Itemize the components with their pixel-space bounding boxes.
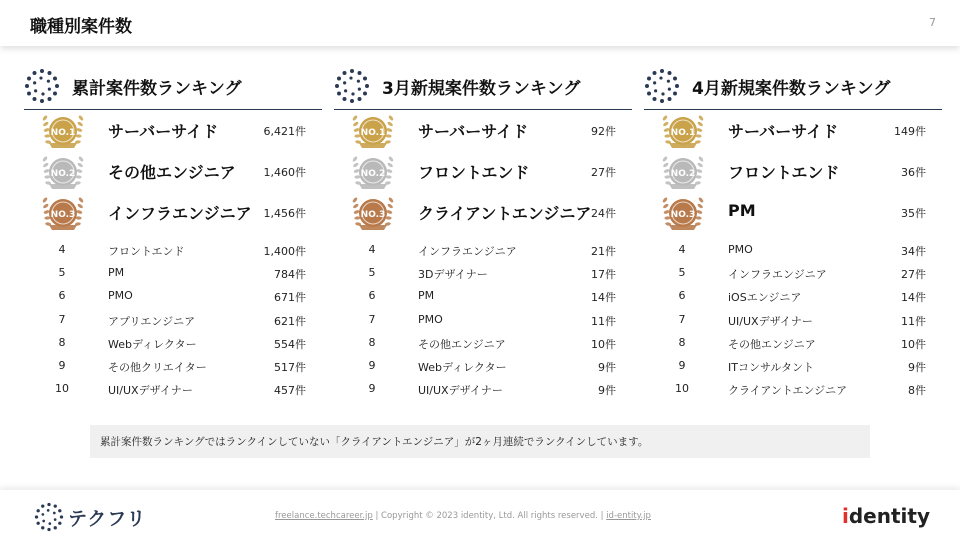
laurel-leaf [697,162,704,168]
rank-name: その他クリエイター [108,360,207,374]
laurel-leaf [78,115,84,122]
ring-dot [53,77,57,81]
ring-dot [357,80,360,83]
ring-dot [54,505,57,508]
laurel-leaf [388,197,394,204]
laurel-leaf [353,127,360,132]
laurel-leaf [386,127,393,132]
laurel-leaf [43,209,50,214]
rank-count: 8件 [908,384,926,398]
rank-number: 9 [678,358,686,372]
rank-number: 9 [58,358,66,372]
silver-medal-icon [658,153,708,193]
ring-dot [660,69,664,73]
rank-name: フロントエンド [418,163,530,182]
laurel-leaf [388,115,394,122]
rank-name: PM [728,201,756,220]
ring-dot [42,520,45,523]
rank-row [334,309,632,332]
rank-number: 10 [675,382,689,396]
ring-dot [351,92,354,95]
rank-count: 36件 [901,166,926,179]
ring-dot [350,99,354,103]
ranking-column-march [334,66,632,401]
ring-dot [660,99,664,103]
rank-count: 27件 [591,166,616,179]
ring-dot [35,515,38,518]
medal-badge-label: NO.1 [360,128,386,138]
ring-dot [337,77,341,81]
ring-dot [27,92,31,96]
ring-dot [343,81,346,84]
ring-dot [365,84,369,88]
rank-count: 14件 [901,291,926,305]
rank-name: インフラエンジニア [418,245,517,258]
rank-name: UI/UXデザイナー [108,384,193,398]
ring-dot [363,77,367,81]
column-title: 累計案件数ランキング [72,79,242,99]
rank-name: PMO [728,243,753,256]
medal-badge-label: NO.2 [670,169,696,179]
rank-row [24,239,322,262]
ring-dot [33,97,37,101]
ring-dot [363,92,367,96]
rank-number: 8 [58,335,66,349]
medal-ribbon [359,184,387,189]
rank-name: PMO [418,312,443,326]
rank-count: 6,421件 [263,125,306,138]
rank-count: 92件 [591,125,616,138]
ring-dot [350,69,354,73]
laurel-leaf [42,156,48,163]
laurel-leaf [77,162,84,168]
top-rank-row [24,151,322,192]
laurel-leaf [387,203,394,209]
ring-dot [60,515,63,518]
ring-dot [54,526,57,529]
rank-row [644,378,942,401]
laurel-leaf [662,115,668,122]
rank-row [644,239,942,262]
rank-name: サーバーサイド [418,122,529,141]
ring-dot [358,97,362,101]
laurel-leaf [352,162,359,168]
laurel-leaf [76,209,83,214]
rank-count: 24件 [591,207,616,220]
rank-count: 457件 [274,384,306,398]
copyright-text [275,511,651,521]
rank-name: Webディレクター [108,337,197,351]
medal-ribbon [49,143,77,148]
ring-dot [55,84,59,88]
rank-name: インフラエンジニア [728,268,827,282]
ring-dot [33,71,37,75]
rank-count: 14件 [591,291,616,305]
laurel-leaf [662,121,669,127]
column-header [644,66,942,110]
laurel-leaf [42,121,49,127]
medal-ribbon [49,184,77,189]
ring-dot [653,81,656,84]
medal-badge-label: NO.2 [50,169,76,179]
ring-dot [668,71,672,75]
top-rank-row [334,110,632,151]
ring-dot [37,522,40,525]
laurel-leaf [76,127,83,132]
laurel-leaf [662,203,669,209]
rank-name: サーバーサイド [728,122,839,141]
ring-dot [58,509,61,512]
laurel-leaf [352,115,358,122]
rank-number: 9 [368,358,376,372]
ring-dot [47,503,50,506]
laurel-leaf [663,127,670,132]
rank-list [24,239,322,401]
rank-row [334,378,632,401]
top-rank-row [334,151,632,192]
rank-row [334,355,632,378]
rank-number: 5 [368,266,376,280]
ring-dot [668,97,672,101]
ring-dot [41,526,44,529]
dots-circle-icon [24,68,60,104]
laurel-leaf [662,197,668,204]
ring-dot [659,76,662,79]
ring-dot [53,512,56,515]
rank-number: 8 [678,335,686,349]
rank-row [24,378,322,401]
top-rank-row [644,192,942,233]
laurel-leaf [388,156,394,163]
rank-row [644,332,942,355]
laurel-leaf [42,203,49,209]
top-rank-row [24,110,322,151]
rank-number: 4 [58,243,66,256]
ring-dot [343,71,347,75]
ring-dot [47,509,50,512]
laurel-leaf [43,127,50,132]
top-rank-row [644,110,942,151]
ring-dot [27,77,31,81]
laurel-leaf [42,162,49,168]
ring-dot [48,88,51,91]
column-title: 4月新規案件数ランキング [692,79,891,99]
rank-number: 6 [368,289,376,303]
laurel-leaf [663,168,670,173]
rank-name: クライアントエンジニア [728,384,848,398]
ring-dot [349,76,352,79]
ring-dot [42,513,45,516]
laurel-leaf [386,209,393,214]
rank-count: 517件 [274,360,306,374]
ring-dot [41,92,44,95]
laurel-leaf [696,127,703,132]
rank-name: 3Dデザイナー [418,268,488,282]
rank-row [334,332,632,355]
rank-number: 4 [368,243,376,256]
logo-rest: dentity [848,504,930,528]
laurel-leaf [42,197,48,204]
rank-row [644,355,942,378]
laurel-leaf [352,156,358,163]
rank-count: 11件 [901,314,926,328]
rank-row [644,262,942,285]
medal-ribbon [669,184,697,189]
ring-dot [668,88,671,91]
copyright-label: | Copyright © 2023 identity, Ltd. All rights reserved. | [372,511,607,521]
rank-count: 1,456件 [263,207,306,220]
medal-ribbon [669,225,697,230]
ring-dot [33,81,36,84]
bronze-medal-icon [348,194,398,234]
ring-dot [48,71,52,75]
dots-circle-icon [644,68,680,104]
summary-note: 累計案件数ランキングではランクインしていない「クライアントエンジニア」が2ヶ月連続でランクインしています。 [90,425,870,458]
ring-dot [40,69,44,73]
rank-number: 10 [55,382,69,396]
silver-medal-icon [38,153,88,193]
ring-dot [645,84,649,88]
rank-row [24,262,322,285]
ring-dot [653,97,657,101]
medal-ribbon [359,143,387,148]
ring-dot [667,80,670,83]
laurel-leaf [42,115,48,122]
gold-medal-icon [658,112,708,152]
ring-dot [647,77,651,81]
rank-count: 621件 [274,314,306,328]
ring-dot [661,92,664,95]
rank-number: 6 [678,289,686,303]
rank-number: 7 [58,312,66,326]
page-title: 職種別案件数 [30,17,132,37]
ring-dot [47,528,50,531]
laurel-leaf [696,209,703,214]
rank-count: 35件 [901,207,926,220]
ring-dot [39,76,42,79]
rank-name: フロントエンド [728,163,840,182]
rank-number: 7 [368,312,376,326]
medal-badge-label: NO.3 [670,210,696,220]
rank-count: 9件 [908,360,926,374]
rank-number: 9 [368,382,376,396]
gold-medal-icon [38,112,88,152]
ring-dot [37,509,40,512]
rank-row [24,285,322,308]
rank-count: 9件 [598,360,616,374]
rank-number: 5 [58,266,66,280]
rank-name: アプリエンジニア [108,314,196,328]
top-rank-row [334,192,632,233]
identity-logo [842,504,930,528]
laurel-leaf [77,121,84,127]
column-header [334,66,632,110]
column-header [24,66,322,110]
bronze-medal-icon [658,194,708,234]
ring-dot [675,84,679,88]
rank-count: 671件 [274,291,306,305]
ring-dot [335,84,339,88]
rank-count: 1,400件 [263,245,306,258]
ring-dot [40,99,44,103]
medal-ribbon [359,225,387,230]
rank-name: サーバーサイド [108,122,219,141]
rank-name: UI/UXデザイナー [728,314,813,328]
techfree-logo-icon [34,502,64,532]
gold-medal-icon [348,112,398,152]
ring-dot [25,84,29,88]
rank-list [334,239,632,401]
ring-dot [358,71,362,75]
rank-count: 27件 [901,268,926,282]
brand-name: テクフリ [68,508,147,530]
laurel-leaf [386,168,393,173]
rank-count: 1,460件 [263,166,306,179]
rank-name: その他エンジニア [728,337,816,351]
rank-number: 5 [678,266,686,280]
rank-number: 7 [678,312,686,326]
page-footer [0,490,960,540]
ring-dot [673,77,677,81]
rank-count: 554件 [274,337,306,351]
laurel-leaf [698,197,704,204]
rank-name: フロントエンド [108,245,185,258]
medal-badge-label: NO.1 [50,128,76,138]
rank-number: 6 [58,289,66,303]
laurel-leaf [697,121,704,127]
rank-count: 21件 [591,245,616,258]
logo-initial: i [842,504,849,528]
laurel-leaf [697,203,704,209]
ring-dot [53,92,57,96]
laurel-leaf [353,209,360,214]
ring-dot [54,518,57,521]
top-rank-row [644,151,942,192]
rank-row [644,309,942,332]
medal-badge-label: NO.1 [670,128,696,138]
top-rank-row [24,192,322,233]
laurel-leaf [387,162,394,168]
rank-name: Webディレクター [418,360,507,374]
rank-row [334,285,632,308]
ranking-column-cumulative [24,66,322,401]
medal-ribbon [49,225,77,230]
ring-dot [654,89,657,92]
ring-dot [34,89,37,92]
rank-count: 34件 [901,245,926,258]
rank-name: その他エンジニア [418,337,506,351]
ring-dot [47,80,50,83]
laurel-leaf [77,203,84,209]
rank-count: 10件 [591,337,616,351]
page-header [0,0,960,46]
rank-name: PMO [108,289,133,303]
ranking-column-april [644,66,942,401]
ring-dot [647,92,651,96]
dots-circle-icon [334,68,370,104]
rank-name: PM [108,266,125,280]
rank-name: その他エンジニア [108,163,236,182]
ring-dot [343,97,347,101]
medal-badge-label: NO.3 [50,210,76,220]
ring-dot [358,88,361,91]
silver-medal-icon [348,153,398,193]
laurel-leaf [352,197,358,204]
laurel-leaf [698,156,704,163]
rank-name: インフラエンジニア [108,204,252,223]
rank-count: 17件 [591,268,616,282]
ring-dot [344,89,347,92]
ring-dot [337,92,341,96]
laurel-leaf [78,156,84,163]
rank-name: iOSエンジニア [728,291,802,305]
laurel-leaf [696,168,703,173]
rank-count: 784件 [274,268,306,282]
laurel-leaf [662,162,669,168]
laurel-leaf [698,115,704,122]
rank-count: 10件 [901,337,926,351]
laurel-leaf [387,121,394,127]
ring-dot [48,522,51,525]
rank-row [24,332,322,355]
rank-number: 8 [368,335,376,349]
identity-link[interactable]: id-entity.jp [606,511,651,521]
ring-dot [653,71,657,75]
laurel-leaf [353,168,360,173]
column-title: 3月新規案件数ランキング [382,79,581,99]
rank-name: PM [418,289,435,303]
laurel-leaf [662,156,668,163]
rank-list [644,239,942,401]
rank-row [334,262,632,285]
laurel-leaf [78,197,84,204]
techcareer-link[interactable]: freelance.techcareer.jp [275,511,373,521]
ring-dot [41,505,44,508]
rank-name: UI/UXデザイナー [418,384,503,398]
rank-row [24,355,322,378]
rank-count: 9件 [598,384,616,398]
laurel-leaf [76,168,83,173]
laurel-leaf [663,209,670,214]
rank-name: ITコンサルタント [728,360,814,374]
laurel-leaf [352,121,359,127]
rank-count: 149件 [894,125,926,138]
ring-dot [673,92,677,96]
bronze-medal-icon [38,194,88,234]
laurel-leaf [352,203,359,209]
medal-ribbon [669,143,697,148]
rank-row [24,309,322,332]
medal-badge-label: NO.2 [360,169,386,179]
rank-row [334,239,632,262]
ring-dot [58,522,61,525]
medal-badge-label: NO.3 [360,210,386,220]
ring-dot [48,97,52,101]
rank-row [644,285,942,308]
rank-number: 4 [678,243,686,256]
laurel-leaf [43,168,50,173]
rank-count: 11件 [591,314,616,328]
page-number: 7 [929,16,936,29]
rank-name: クライアントエンジニア [418,204,592,223]
